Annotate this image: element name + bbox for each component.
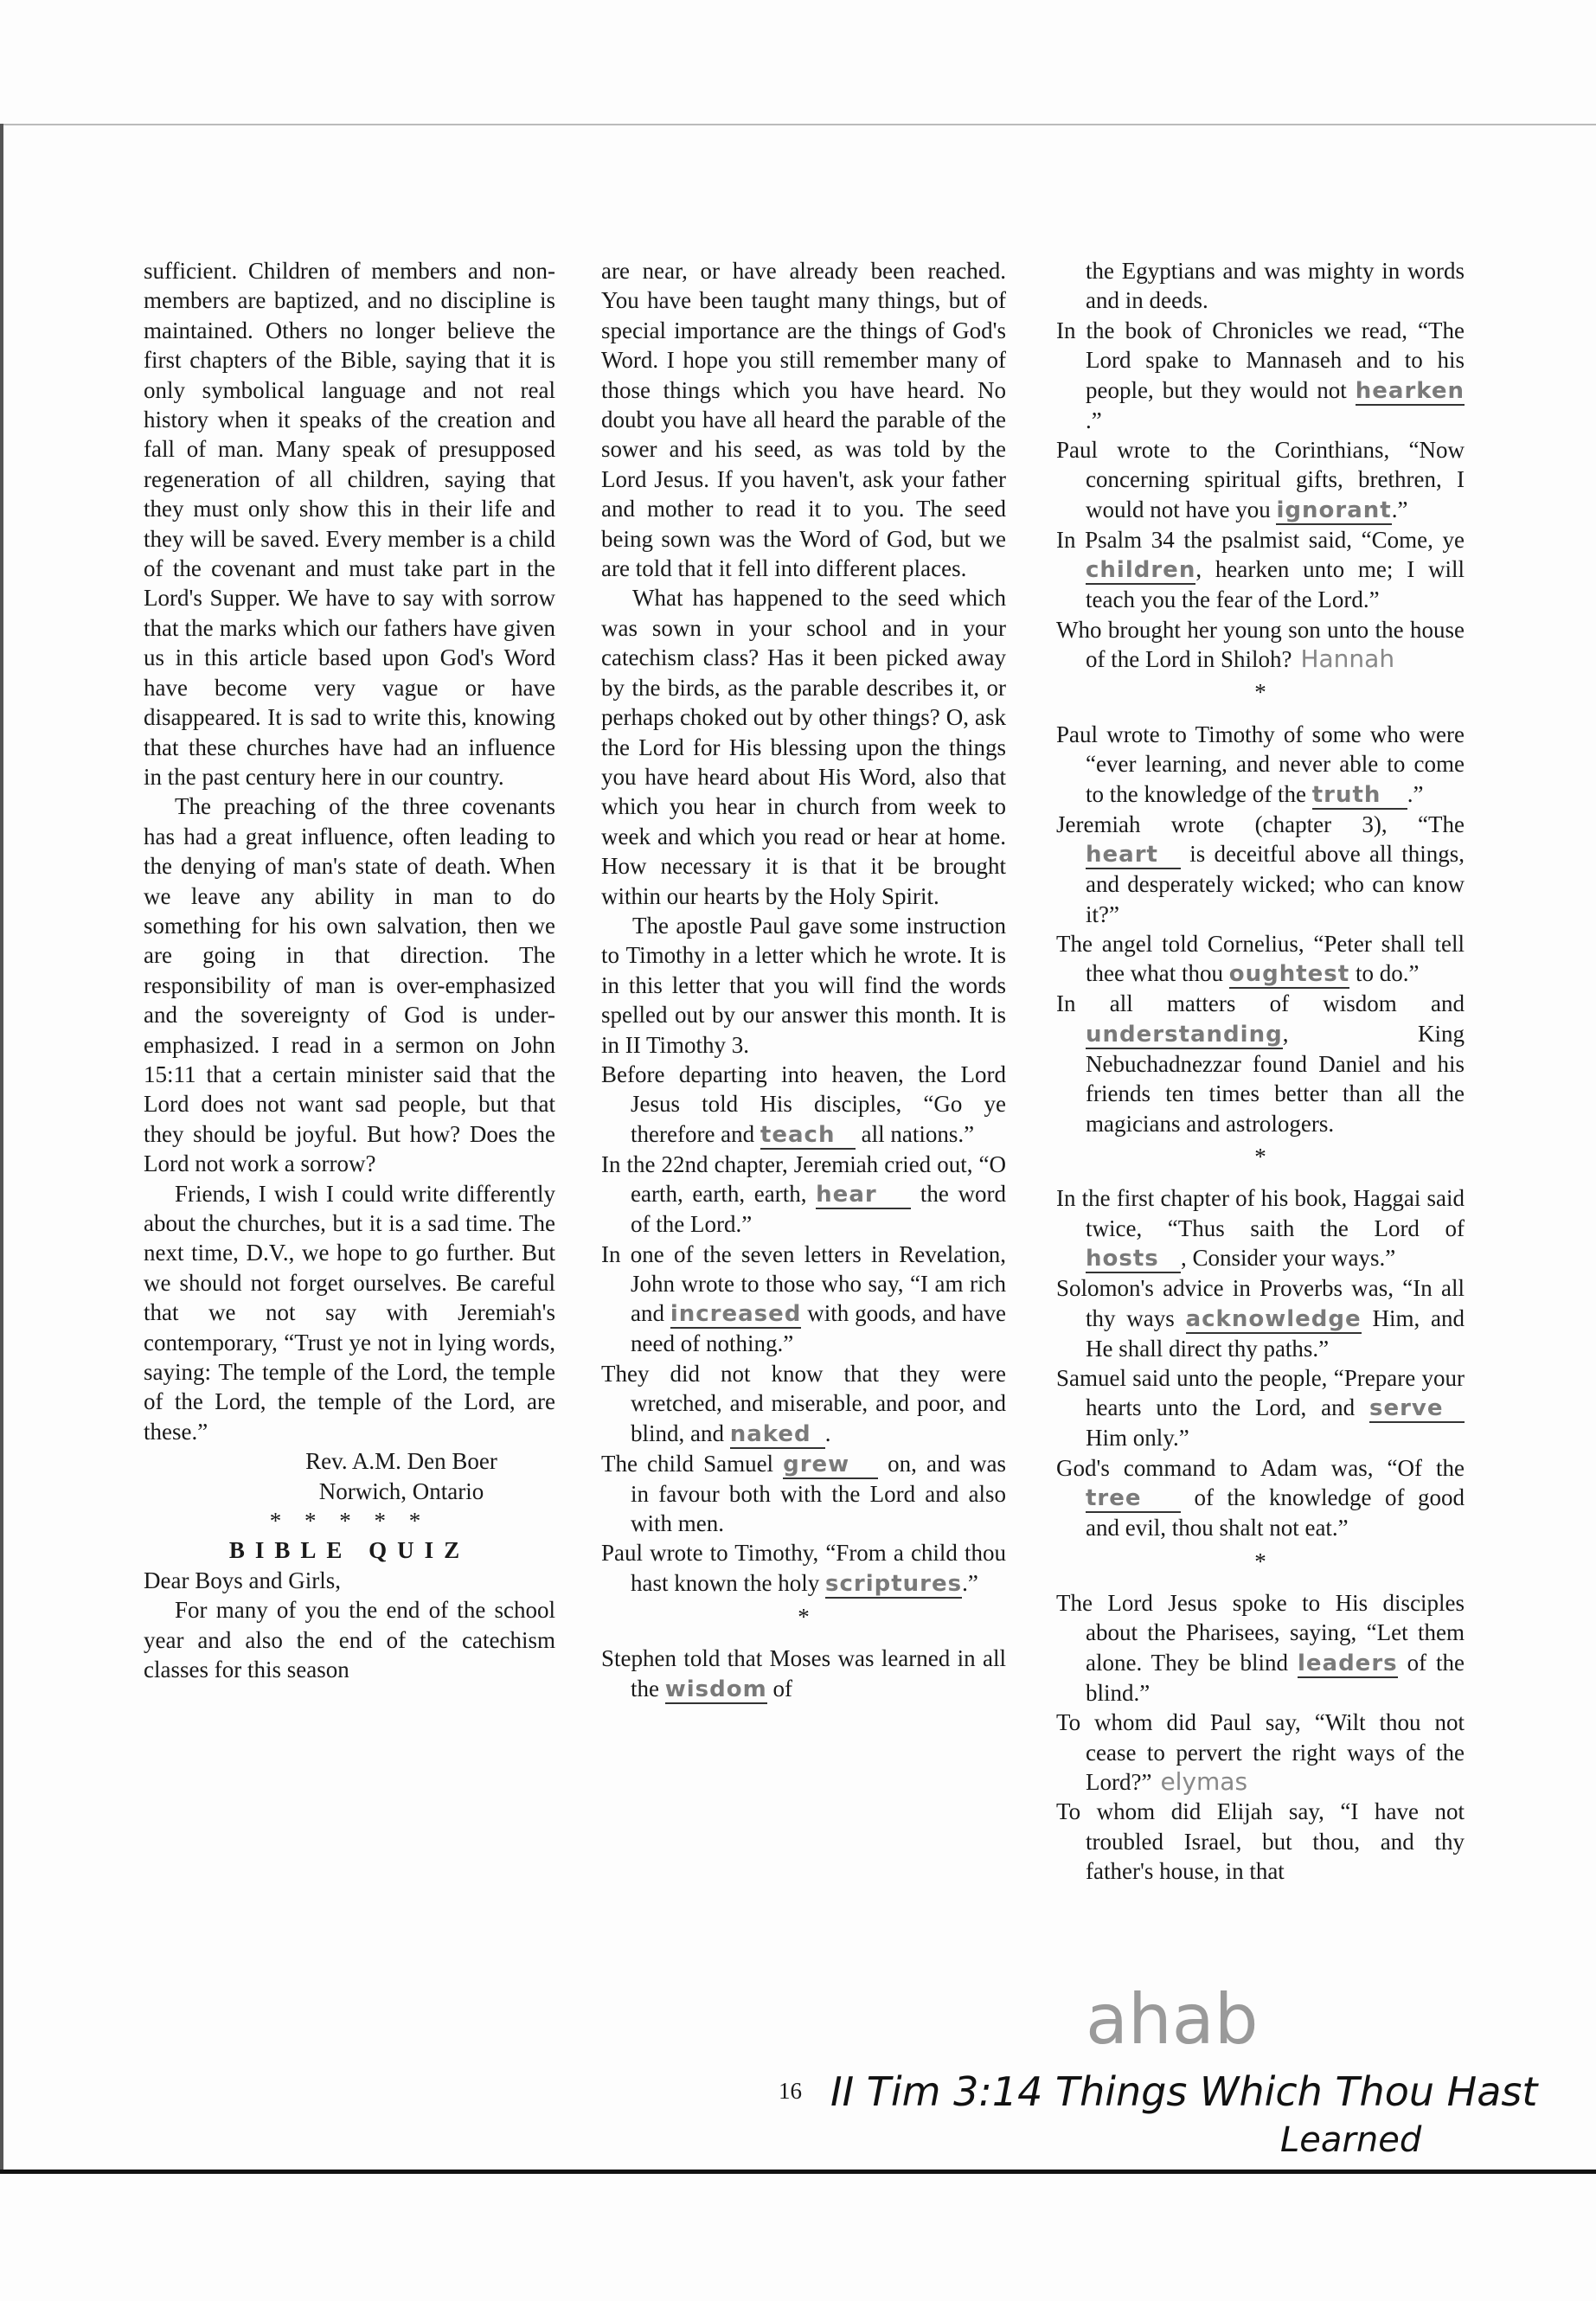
handwritten-footnote-line: Learned bbox=[1280, 2120, 1422, 2160]
handwritten-answer: hosts bbox=[1086, 1246, 1159, 1272]
quiz-question bbox=[601, 1240, 1006, 1359]
question-text: Him only.” bbox=[1086, 1425, 1189, 1452]
question-text: They did not know that they were wretched, and miserable, and poor, and blind, and bbox=[601, 1360, 1006, 1446]
quiz-question-list bbox=[601, 1060, 1006, 1704]
quiz-intro: are near, or have already been reached. You have been taught many things, but of special importance are the things of God's Word. I hope you still remember many of those things which you have heard. No doubt you have all heard the parable of the sower and his seed, as was told by the Lord Jesus. If you haven't, ask your father and mother to read it to you. The seed being sown was the Word of God, but we are told that it fell into different places. bbox=[601, 258, 1006, 582]
answer-blank[interactable] bbox=[816, 1181, 911, 1209]
question-text: .” bbox=[1086, 407, 1102, 433]
quiz-question bbox=[1056, 1708, 1465, 1797]
handwritten-answer: ahab bbox=[1086, 1979, 1259, 2060]
quiz-question bbox=[1056, 989, 1465, 1138]
quiz-question bbox=[1056, 720, 1465, 810]
question-text: The Lord Jesus spoke to His disciples about the Pharisees, saying, “Let them alone. They be blind bbox=[1056, 1590, 1465, 1676]
article-paragraph: sufficient. Children of members and non-members are baptized, and no discipline is maintained. Others no longer believe the first chapters of the Bible, saying that it is only symbolical language and not real history when it speaks of the creation and fall of man. Many speak of presupposed regeneration of all children, saying that they must only show this in their life and they will be saved. Every member is a child of the covenant and must take part in the Lord's Supper. We have to say with sorrow that the marks which our fathers have given us in this article based upon God's Word have become very vague or have disappeared. It is sad to write this, knowing that these churches have had an influence in the past century here in our country. bbox=[144, 258, 555, 790]
handwritten-answer: hear bbox=[816, 1182, 877, 1208]
column-3 bbox=[1056, 256, 1465, 1887]
answer-blank[interactable] bbox=[1086, 1484, 1181, 1513]
question-text: of the knowledge of good and evil, thou shalt not eat.” bbox=[1086, 1484, 1465, 1541]
quiz-intro: For many of you the end of the school year and also the end of the catechism classes for this season bbox=[144, 1597, 555, 1683]
quiz-question-continuation: the Egyptians and was mighty in words and in deeds. bbox=[1086, 258, 1465, 314]
answer-blank[interactable] bbox=[1356, 377, 1465, 406]
question-text: To whom did Elijah say, “I have not troubled Israel, but thou, and thy father's house, in that bbox=[1056, 1798, 1465, 1885]
answer-blank[interactable] bbox=[730, 1420, 825, 1449]
answer-blank[interactable] bbox=[1086, 556, 1195, 585]
author-location: Norwich, Ontario bbox=[318, 1477, 484, 1504]
question-text: God's command to Adam was, “Of the bbox=[1056, 1454, 1465, 1481]
question-text: Who brought her young son unto the house of the Lord in Shiloh? bbox=[1056, 616, 1465, 673]
question-text: Him, and He shall direct thy paths.” bbox=[1086, 1304, 1465, 1362]
quiz-question bbox=[601, 1644, 1006, 1703]
handwritten-answer: scriptures bbox=[824, 1570, 963, 1597]
section-star: * bbox=[798, 1603, 810, 1630]
question-text: Solomon's advice in Proverbs was, “In all thy ways bbox=[1056, 1275, 1465, 1331]
quiz-question bbox=[601, 1449, 1006, 1539]
question-text: The child Samuel bbox=[601, 1450, 784, 1477]
quiz-question bbox=[1056, 525, 1465, 615]
quiz-question bbox=[1056, 929, 1465, 989]
quiz-question bbox=[1056, 1588, 1465, 1708]
quiz-question bbox=[601, 1150, 1006, 1240]
section-separator: * * * * * bbox=[269, 1508, 430, 1535]
quiz-greeting: Dear Boys and Girls, bbox=[144, 1567, 341, 1593]
handwritten-answer: truth bbox=[1311, 781, 1381, 808]
answer-blank[interactable] bbox=[670, 1300, 802, 1329]
handwritten-answer: oughtest bbox=[1228, 961, 1350, 988]
question-text: Samuel said unto the people, “Prepare your hearts unto the Lord, and bbox=[1056, 1364, 1465, 1421]
question-text: In one of the seven letters in Revelation, John wrote to those who say, “I am rich and bbox=[601, 1240, 1006, 1327]
section-star: * bbox=[1254, 679, 1266, 706]
quiz-question bbox=[1056, 1273, 1465, 1363]
question-text: , hearken unto me; I will teach you the fear of the Lord.” bbox=[1086, 556, 1465, 613]
question-text: , King Nebuchadnezzar found Daniel and his friends ten times better than all the magicians and astrologers. bbox=[1086, 1020, 1465, 1137]
handwritten-footnote bbox=[830, 2067, 1574, 2164]
section-star: * bbox=[1254, 1143, 1266, 1170]
question-text: Paul wrote to Timothy, “From a child thou hast known the holy bbox=[601, 1540, 1006, 1596]
handwritten-answer: teach bbox=[760, 1121, 836, 1148]
question-text: of bbox=[766, 1675, 792, 1702]
handwritten-answer: serve bbox=[1369, 1395, 1444, 1422]
handwritten-answer: leaders bbox=[1297, 1650, 1398, 1676]
column-2 bbox=[601, 256, 1006, 1704]
quiz-question bbox=[1056, 1797, 1465, 1886]
handwritten-footnote-line: II Tim 3:14 Things Which Thou Hast bbox=[830, 2068, 1538, 2115]
handwritten-answer: wisdom bbox=[664, 1676, 767, 1702]
top-rule bbox=[0, 124, 1596, 125]
answer-blank[interactable] bbox=[1276, 497, 1391, 525]
question-text: In Psalm 34 the psalmist said, “Come, ye bbox=[1056, 526, 1465, 553]
answer-blank[interactable] bbox=[1086, 841, 1181, 869]
question-text: .” bbox=[1391, 496, 1408, 522]
answer-blank[interactable] bbox=[1312, 781, 1407, 810]
section-star: * bbox=[1254, 1548, 1266, 1574]
handwritten-answer: ignorant bbox=[1276, 497, 1392, 523]
handwritten-answer: increased bbox=[670, 1301, 802, 1328]
quiz-question bbox=[601, 1060, 1006, 1150]
page-edge bbox=[0, 124, 3, 2174]
question-text: .” bbox=[1407, 780, 1424, 807]
question-text: with goods, and have need of nothing.” bbox=[631, 1300, 1007, 1357]
question-text: . bbox=[824, 1420, 831, 1446]
question-text: the word of the Lord.” bbox=[631, 1181, 1006, 1238]
handwritten-answer: understanding bbox=[1086, 1021, 1283, 1048]
handwritten-answer: naked bbox=[729, 1420, 811, 1447]
question-text: The angel told Cornelius, “Peter shall tell thee what thou bbox=[1056, 930, 1465, 987]
quiz-question bbox=[601, 1359, 1006, 1449]
answer-blank[interactable] bbox=[1369, 1394, 1465, 1423]
answer-blank[interactable] bbox=[760, 1121, 856, 1150]
question-text: Stephen told that Moses was learned in all the bbox=[601, 1645, 1006, 1702]
answer-blank[interactable] bbox=[1298, 1650, 1398, 1678]
question-text: In the 22nd chapter, Jeremiah cried out, “O earth, earth, earth, bbox=[601, 1150, 1006, 1208]
question-text: is deceitful above all things, and desperately wicked; who can know it?” bbox=[1086, 841, 1465, 927]
quiz-question bbox=[601, 1538, 1006, 1598]
question-text: all nations.” bbox=[855, 1120, 975, 1147]
quiz-question bbox=[1056, 1453, 1465, 1543]
question-text: In all matters of wisdom and bbox=[1056, 990, 1465, 1017]
answer-blank[interactable] bbox=[783, 1451, 878, 1479]
question-text: To whom did Paul say, “Wilt thou not cease to pervert the right ways of the Lord?” bbox=[1056, 1709, 1465, 1796]
quiz-question-list bbox=[1056, 316, 1465, 1887]
question-text: of the blind.” bbox=[1086, 1649, 1465, 1706]
answer-blank[interactable] bbox=[1086, 1021, 1283, 1049]
question-text: to do.” bbox=[1349, 960, 1420, 987]
handwritten-answer: hearken bbox=[1355, 377, 1465, 404]
quiz-question bbox=[1056, 615, 1465, 675]
quiz-question bbox=[1056, 1363, 1465, 1453]
answer-blank[interactable] bbox=[1229, 960, 1349, 989]
quiz-question bbox=[1056, 1183, 1465, 1273]
question-text: Before departing into heaven, the Lord Jesus told His disciples, “Go ye therefore and bbox=[601, 1061, 1006, 1147]
handwritten-answer: grew bbox=[783, 1451, 850, 1477]
answer-blank[interactable] bbox=[1086, 1245, 1181, 1273]
question-text: .” bbox=[962, 1569, 978, 1596]
question-text: In the book of Chronicles we read, “The Lord spake to Mannaseh and to his people, but they would not bbox=[1056, 317, 1465, 403]
handwritten-answer: elymas bbox=[1160, 1767, 1248, 1797]
question-text: In the first chapter of his book, Haggai said twice, “Thus saith the Lord of bbox=[1056, 1185, 1465, 1241]
quiz-title: BIBLE QUIZ bbox=[228, 1537, 471, 1564]
column-1 bbox=[144, 256, 555, 1685]
quiz-question bbox=[1056, 435, 1465, 525]
handwritten-answer: tree bbox=[1086, 1485, 1142, 1512]
handwritten-answer: Hannah bbox=[1300, 644, 1395, 674]
author-name: Rev. A.M. Den Boer bbox=[305, 1448, 497, 1475]
quiz-intro: The apostle Paul gave some instruction to Timothy in a letter which he wrote. It is in this letter that you will find the words spelled out by our answer this month. It is in II Timothy 3. bbox=[601, 912, 1006, 1058]
article-paragraph: Friends, I wish I could write differently about the churches, but it is a sad time. The next time, D.V., we hope to go further. But we should not forget ourselves. Be careful that we not say with Jeremiah's contemporary, “Trust ye not in lying words, saying: The temple of the Lord, the temple of the Lord, the temple of the Lord, are these.” bbox=[144, 1180, 555, 1445]
answer-blank[interactable] bbox=[825, 1570, 962, 1599]
handwritten-answer: children bbox=[1086, 557, 1196, 584]
question-text: on, and was in favour both with the Lord and also with men. bbox=[631, 1450, 1006, 1537]
answer-blank[interactable] bbox=[1186, 1305, 1362, 1334]
bottom-rule bbox=[0, 2170, 1596, 2174]
quiz-intro: What has happened to the seed which was sown in your school and in your catechism class? Has it been picked away by the birds, as the parable describes it, or perhaps choked out by other things? O, ask the Lord for His blessing upon the things you have heard about His Word, also that which you hear in church from week to week and which you read or hear at home. How necessary it is that it be brought within our hearts by the Holy Spirit. bbox=[601, 585, 1006, 909]
question-text: Paul wrote to the Corinthians, “Now concerning spiritual gifts, brethren, I would not have you bbox=[1056, 437, 1465, 522]
quiz-question bbox=[1056, 810, 1465, 929]
handwritten-answer: heart bbox=[1086, 842, 1158, 868]
quiz-question bbox=[1056, 316, 1465, 435]
question-text: Jeremiah wrote (chapter 3), “The bbox=[1056, 811, 1465, 837]
answer-blank[interactable] bbox=[665, 1676, 767, 1704]
question-text: , Consider your ways.” bbox=[1181, 1245, 1396, 1272]
page-number: 16 bbox=[779, 2078, 802, 2104]
article-paragraph: The preaching of the three covenants has had a great influence, often leading to the denying of man's state of death. When we leave any ability in man to do something for his own salvation, then we are going in that direction. The responsibility of man is over-emphasized and the sovereignty of God is under-emphasized. I read in a sermon on John 15:11 that a certain minister said that the Lord does not want sad people, but that they should be joyful. But how? Does the Lord not work a sorrow? bbox=[144, 793, 555, 1177]
question-text: Paul wrote to Timothy of some who were “ever learning, and never able to come to the knowledge of the bbox=[1056, 721, 1465, 807]
handwritten-answer: acknowledge bbox=[1185, 1305, 1362, 1332]
